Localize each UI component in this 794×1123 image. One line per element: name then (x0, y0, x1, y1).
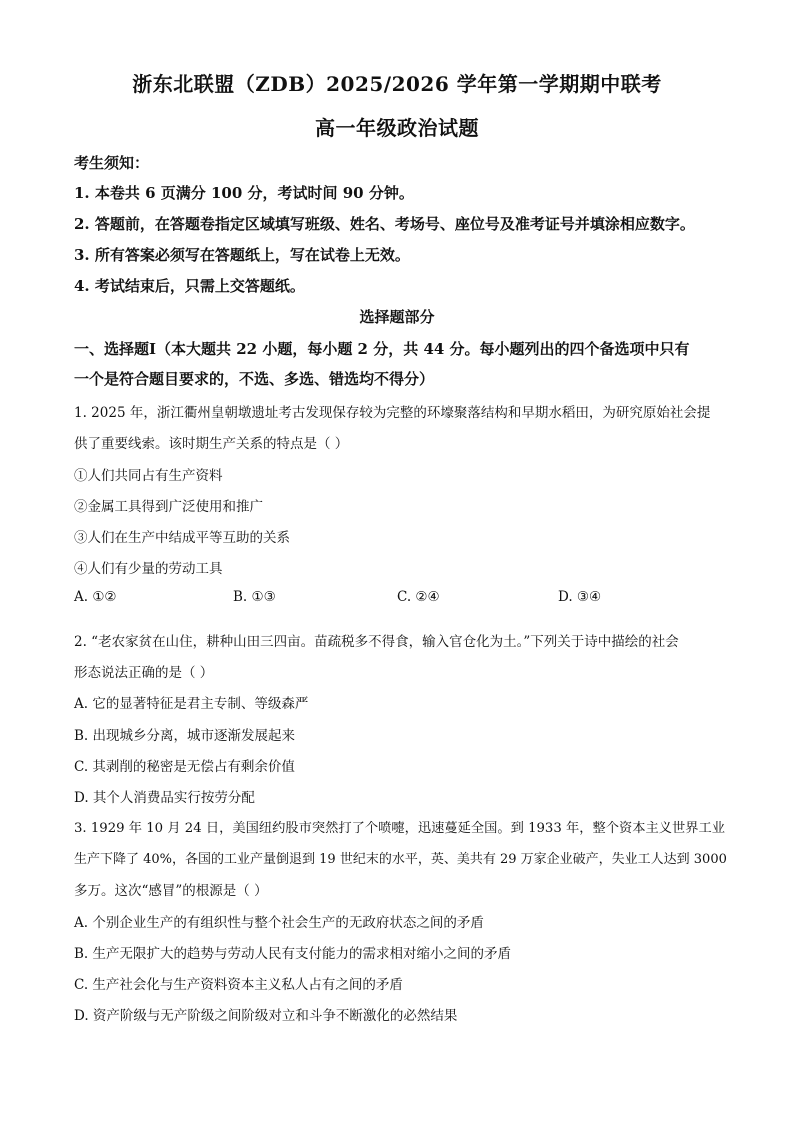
q2-option-b: B. 出现城乡分离，城市逐渐发展起来 (74, 728, 296, 744)
exam-subtitle: 高一年级政治试题 (315, 116, 479, 140)
q1-stem-line2: 供了重要线索。该时期生产关系的特点是（ ） (74, 436, 349, 452)
part-instructions-line1: 一、选择题Ⅰ（本大题共 22 小题，每小题 2 分，共 44 分。每小题列出的四个备选项中只有 (74, 340, 690, 358)
q3-option-d: D. 资产阶级与无产阶级之间阶级对立和斗争不断激化的必然结果 (74, 1008, 458, 1024)
q2-option-c: C. 其剥削的秘密是无偿占有剩余价值 (74, 759, 295, 775)
notice-item-2: 2. 答题前，在答题卷指定区域填写班级、姓名、考场号、座位号及准考证号并填涂相应数字。 (74, 215, 695, 233)
q1-option-b: B. ①③ (233, 589, 276, 605)
q2-stem-line1: 2. “老农家贫在山住，耕种山田三四亩。苗疏税多不得食，输入官仓化为土。”下列关于诗中描绘的社会 (74, 634, 679, 650)
notice-item-1: 1. 本卷共 6 页满分 100 分，考试时间 90 分钟。 (74, 184, 414, 202)
notice-item-3: 3. 所有答案必须写在答题纸上，写在试卷上无效。 (74, 246, 410, 264)
q3-option-c: C. 生产社会化与生产资料资本主义私人占有之间的矛盾 (74, 977, 403, 993)
q2-stem-line2: 形态说法正确的是（ ） (74, 665, 214, 681)
q3-option-b: B. 生产无限扩大的趋势与劳动人民有支付能力的需求相对缩小之间的矛盾 (74, 946, 512, 962)
exam-title: 浙东北联盟（ZDB）2025/2026 学年第一学期期中联考 (132, 72, 662, 96)
q1-option-c: C. ②④ (397, 589, 440, 605)
q3-stem-line2: 生产下降了 40%，各国的工业产量倒退到 19 世纪末的水平，英、美共有 29 万家企业破产，失业工人达到 3000 (74, 852, 727, 867)
q1-stem-line1: 1. 2025 年，浙江衢州皇朝墩遗址考古发现保存较为完整的环壕聚落结构和早期水稻田，为研究原始社会提 (74, 405, 711, 421)
q1-statement-2: ②金属工具得到广泛使用和推广 (74, 499, 263, 515)
section-title: 选择题部分 (359, 308, 435, 326)
q1-statement-1: ①人们共同占有生产资料 (74, 468, 223, 484)
q1-option-d: D. ③④ (558, 589, 602, 605)
q3-stem-line3: 多万。这次“感冒”的根源是（ ） (74, 883, 268, 899)
q3-stem-line1: 3. 1929 年 10 月 24 日，美国纽约股市突然打了个喷嚏，迅速蔓延全国。到 1933 年，整个资本主义世界工业 (74, 821, 726, 836)
q1-statement-3: ③人们在生产中结成平等互助的关系 (74, 530, 290, 546)
part-instructions-line2: 一个是符合题目要求的，不选、多选、错选均不得分） (74, 370, 435, 388)
notice-item-4: 4. 考试结束后，只需上交答题纸。 (74, 277, 305, 295)
q2-option-a: A. 它的显著特征是君主专制、等级森严 (74, 696, 309, 712)
q1-statement-4: ④人们有少量的劳动工具 (74, 561, 223, 577)
notice-heading: 考生须知： (74, 154, 150, 172)
q1-option-a: A. ①② (74, 589, 117, 605)
q3-option-a: A. 个别企业生产的有组织性与整个社会生产的无政府状态之间的矛盾 (74, 915, 484, 931)
q2-option-d: D. 其个人消费品实行按劳分配 (74, 790, 255, 806)
